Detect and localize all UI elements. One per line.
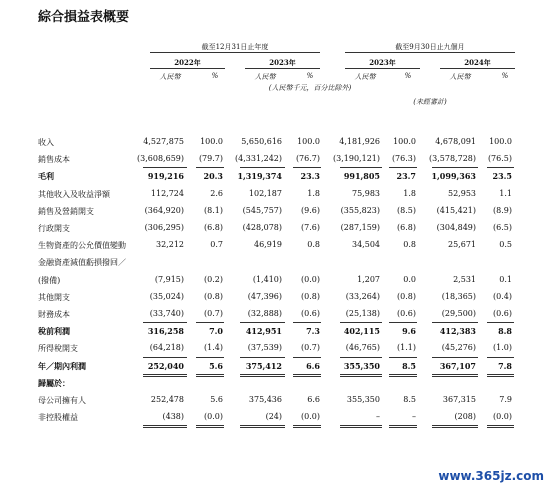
table-cell: (32,888) xyxy=(247,309,282,318)
period-header-full-year: 截至12月31日止年度 xyxy=(201,43,269,51)
table-cell: 252,040 xyxy=(147,360,184,371)
table-rule xyxy=(293,167,321,168)
table-cell: 0.1 xyxy=(499,274,512,284)
table-row xyxy=(0,239,550,253)
table-cell: 100.0 xyxy=(297,137,320,146)
table-cell: (8.5) xyxy=(397,205,416,215)
table-row xyxy=(0,222,550,236)
table-row xyxy=(0,394,550,408)
period-rule xyxy=(150,52,320,53)
table-cell: 23.5 xyxy=(492,171,512,182)
table-rule xyxy=(293,374,321,377)
row-label: 財務成本 xyxy=(38,310,70,319)
table-rule xyxy=(389,357,417,358)
table-cell: (33,740) xyxy=(149,309,184,318)
table-cell: 20.3 xyxy=(203,171,223,182)
unit-label: % xyxy=(501,72,509,80)
table-cell: (3,190,121) xyxy=(333,154,380,164)
row-label: 銷售及營銷開支 xyxy=(38,206,94,216)
table-rule xyxy=(432,167,478,168)
table-rule xyxy=(340,357,382,358)
table-cell: 0.0 xyxy=(403,274,416,284)
year-rule xyxy=(440,68,515,69)
table-row xyxy=(0,136,550,150)
table-cell: (1.1) xyxy=(397,343,416,353)
table-rule xyxy=(196,425,224,428)
table-cell: (33,264) xyxy=(345,291,380,301)
year-rule xyxy=(245,68,320,69)
row-label: 其他開支 xyxy=(38,292,70,302)
table-cell: 412,383 xyxy=(439,326,476,337)
row-label: 其他收入及收益淨額 xyxy=(38,189,110,199)
table-row xyxy=(0,256,550,270)
table-cell: (8.1) xyxy=(204,205,223,215)
year-header: 2024年 xyxy=(464,58,491,67)
table-cell: (545,757) xyxy=(242,205,282,215)
table-cell: 4,527,875 xyxy=(143,137,184,146)
unit-label: % xyxy=(306,72,314,80)
table-cell: (6.5) xyxy=(493,223,512,232)
table-cell: 100.0 xyxy=(200,137,223,146)
table-cell: (0.0) xyxy=(493,412,512,422)
table-cell: 367,107 xyxy=(439,360,476,371)
table-cell: (46,765) xyxy=(345,343,380,353)
table-cell: 1,207 xyxy=(357,274,380,284)
table-cell: 1.8 xyxy=(403,188,416,198)
table-cell: 4,678,091 xyxy=(435,137,476,146)
unaudited-note: (未經審計) xyxy=(413,98,447,106)
table-rule xyxy=(196,374,224,377)
table-cell: – xyxy=(412,412,416,422)
row-label: 年／期內利潤 xyxy=(38,360,86,371)
year-rule xyxy=(345,68,420,69)
table-cell: (18,365) xyxy=(441,291,476,301)
table-cell: (45,276) xyxy=(441,343,476,353)
table-rule xyxy=(389,322,417,323)
table-cell: (1.4) xyxy=(204,343,223,353)
table-cell: 46,919 xyxy=(254,240,282,250)
table-rule xyxy=(240,167,285,168)
period-rule xyxy=(345,52,515,53)
table-cell: (64,218) xyxy=(149,343,184,353)
table-cell: 34,504 xyxy=(352,240,380,250)
table-cell: (0.8) xyxy=(397,291,416,301)
table-cell: 7.9 xyxy=(499,395,512,404)
table-cell: (29,500) xyxy=(441,309,476,318)
table-cell: (24) xyxy=(265,412,282,422)
table-cell: 991,805 xyxy=(343,171,380,182)
table-cell: (3,578,728) xyxy=(429,154,476,164)
table-cell: 1,319,374 xyxy=(237,171,282,182)
table-cell: 9.6 xyxy=(402,326,416,337)
table-row xyxy=(0,342,550,356)
table-cell: (364,920) xyxy=(144,205,184,215)
table-cell: 1.8 xyxy=(307,188,320,198)
table-rule xyxy=(293,425,321,428)
table-cell: 316,258 xyxy=(147,326,184,337)
table-row xyxy=(0,411,550,425)
table-rule xyxy=(340,425,382,428)
table-cell: 4,181,926 xyxy=(339,137,380,146)
table-cell: (0.0) xyxy=(204,412,223,422)
table-cell: (0.6) xyxy=(397,309,416,318)
table-row xyxy=(0,377,550,391)
unit-note: (人民幣千元，百分比除外) xyxy=(268,84,352,92)
table-cell: 367,315 xyxy=(442,395,476,404)
table-cell: (0.4) xyxy=(493,291,512,301)
table-cell: (0.7) xyxy=(301,343,320,353)
table-rule xyxy=(389,167,417,168)
period-header-nine-months: 截至9月30日止九個月 xyxy=(395,43,465,51)
table-cell: 8.5 xyxy=(403,395,416,404)
row-label: 母公司擁有人 xyxy=(38,396,86,405)
table-cell: (0.6) xyxy=(493,309,512,318)
table-cell: (37,539) xyxy=(247,343,282,353)
table-cell: (7.6) xyxy=(301,223,320,232)
row-label: 金融資產減值虧損撥回／ xyxy=(38,258,126,268)
table-cell: (304,849) xyxy=(436,223,476,232)
table-rule xyxy=(487,425,514,428)
row-label: 歸屬於： xyxy=(38,377,70,388)
table-cell: (0.2) xyxy=(204,274,223,284)
table-cell: 5.6 xyxy=(210,395,223,404)
table-cell: (9.6) xyxy=(301,205,320,215)
table-cell: (415,421) xyxy=(436,205,476,215)
table-cell: 0.5 xyxy=(499,240,512,250)
table-rule xyxy=(340,322,382,323)
table-cell: (0.0) xyxy=(301,274,320,284)
table-cell: 375,436 xyxy=(248,395,282,404)
table-rule xyxy=(487,357,514,358)
row-label: 生物資產的公允價值變動 xyxy=(38,241,126,251)
table-cell: 100.0 xyxy=(489,137,512,146)
table-cell: (76.5) xyxy=(487,154,512,164)
table-cell: 52,953 xyxy=(448,188,476,198)
table-cell: 7.0 xyxy=(209,326,223,337)
table-rule xyxy=(432,322,478,323)
row-label: 毛利 xyxy=(38,171,54,182)
row-label: 銷售成本 xyxy=(38,155,70,165)
table-cell: 919,216 xyxy=(147,171,184,182)
table-cell: (306,295) xyxy=(144,223,184,232)
table-rule xyxy=(196,167,224,168)
table-cell: 5.6 xyxy=(209,360,223,371)
table-cell: 0.8 xyxy=(307,240,320,250)
table-cell: (6.8) xyxy=(204,223,223,232)
table-cell: (0.8) xyxy=(301,291,320,301)
table-rule xyxy=(196,322,224,323)
table-row xyxy=(0,325,550,339)
table-rule xyxy=(389,425,417,428)
watermark: www.365jz.com xyxy=(438,469,544,483)
table-cell: 8.8 xyxy=(498,326,512,337)
unit-label: 人民幣 xyxy=(449,73,471,81)
table-cell: 1,099,363 xyxy=(431,171,476,182)
table-cell: 75,983 xyxy=(352,188,380,198)
table-row xyxy=(0,188,550,202)
table-cell: (287,159) xyxy=(340,223,380,232)
row-label: (撥備) xyxy=(38,275,61,285)
table-cell: (25,138) xyxy=(345,309,380,318)
table-cell: 100.0 xyxy=(393,137,416,146)
table-cell: (355,823) xyxy=(340,205,380,215)
table-cell: 7.8 xyxy=(498,360,512,371)
table-cell: (76.3) xyxy=(391,154,416,164)
year-header: 2022年 xyxy=(174,58,201,67)
table-cell: (8.9) xyxy=(493,205,512,215)
table-cell: 112,724 xyxy=(150,188,184,198)
table-cell: (6.8) xyxy=(397,223,416,232)
table-rule xyxy=(196,357,224,358)
table-row xyxy=(0,274,550,288)
table-rule xyxy=(432,357,478,358)
table-rule xyxy=(293,322,321,323)
table-cell: 6.6 xyxy=(306,360,320,371)
table-cell: 355,350 xyxy=(343,360,380,371)
table-cell: 355,350 xyxy=(346,395,380,404)
table-rule xyxy=(487,167,514,168)
table-rule xyxy=(487,322,514,323)
table-cell: (1.0) xyxy=(493,343,512,353)
table-cell: – xyxy=(376,412,380,422)
table-cell: (7,915) xyxy=(154,274,184,284)
table-row xyxy=(0,291,550,305)
unit-label: 人民幣 xyxy=(354,73,376,81)
table-cell: (1,410) xyxy=(252,274,282,284)
table-cell: (438) xyxy=(162,412,184,422)
table-cell: 7.3 xyxy=(306,326,320,337)
table-cell: (79.7) xyxy=(198,154,223,164)
table-cell: (3,608,659) xyxy=(137,154,184,164)
table-cell: 25,671 xyxy=(448,240,476,250)
table-cell: (35,024) xyxy=(149,291,184,301)
table-rule xyxy=(143,322,187,323)
table-rule xyxy=(432,425,478,428)
table-rule xyxy=(143,425,187,428)
table-rule xyxy=(432,374,478,377)
table-row xyxy=(0,170,550,184)
row-label: 所得稅開支 xyxy=(38,344,78,354)
table-cell: (0.6) xyxy=(301,309,320,318)
table-cell: (0.0) xyxy=(301,412,320,422)
row-label: 行政開支 xyxy=(38,224,70,233)
table-rule xyxy=(143,167,187,168)
table-rule xyxy=(143,374,187,377)
row-label: 非控股權益 xyxy=(38,413,78,423)
table-rule xyxy=(240,425,285,428)
table-row xyxy=(0,205,550,219)
table-cell: (208) xyxy=(454,412,476,422)
table-cell: 1.1 xyxy=(499,188,512,198)
table-rule xyxy=(240,374,285,377)
table-cell: (76.7) xyxy=(295,154,320,164)
table-cell: (47,396) xyxy=(247,291,282,301)
table-cell: 23.7 xyxy=(396,171,416,182)
table-cell: 0.7 xyxy=(210,240,223,250)
table-cell: 402,115 xyxy=(343,326,380,337)
unit-label: 人民幣 xyxy=(159,73,181,81)
table-cell: 2,531 xyxy=(453,274,476,284)
table-rule xyxy=(487,374,514,377)
table-row xyxy=(0,308,550,322)
table-cell: 2.6 xyxy=(210,188,223,198)
table-cell: 412,951 xyxy=(245,326,282,337)
table-cell: (428,078) xyxy=(242,223,282,232)
table-rule xyxy=(143,357,187,358)
table-cell: 375,412 xyxy=(245,360,282,371)
table-row xyxy=(0,153,550,167)
table-rule xyxy=(240,322,285,323)
table-rule xyxy=(389,374,417,377)
table-cell: 23.3 xyxy=(300,171,320,182)
year-rule xyxy=(150,68,225,69)
table-row xyxy=(0,360,550,374)
table-cell: 252,478 xyxy=(150,395,184,404)
row-label: 收入 xyxy=(38,138,54,147)
year-header: 2023年 xyxy=(269,58,296,67)
document-title: 綜合損益表概要 xyxy=(38,10,130,25)
unit-label: 人民幣 xyxy=(254,73,276,81)
year-header: 2023年 xyxy=(369,58,396,67)
table-rule xyxy=(340,167,382,168)
table-rule xyxy=(293,357,321,358)
table-cell: 102,187 xyxy=(248,188,282,198)
unit-label: % xyxy=(404,72,412,80)
table-cell: (4,331,242) xyxy=(235,154,282,164)
table-cell: (0.8) xyxy=(204,291,223,301)
table-cell: 32,212 xyxy=(156,240,184,250)
table-cell: (0.7) xyxy=(204,309,223,318)
table-cell: 8.5 xyxy=(402,360,416,371)
table-rule xyxy=(340,374,382,377)
table-cell: 0.8 xyxy=(403,240,416,250)
table-cell: 6.6 xyxy=(307,395,320,404)
row-label: 稅前利潤 xyxy=(38,326,70,337)
table-cell: 5,650,616 xyxy=(241,137,282,146)
table-rule xyxy=(240,357,285,358)
unit-label: % xyxy=(211,72,219,80)
